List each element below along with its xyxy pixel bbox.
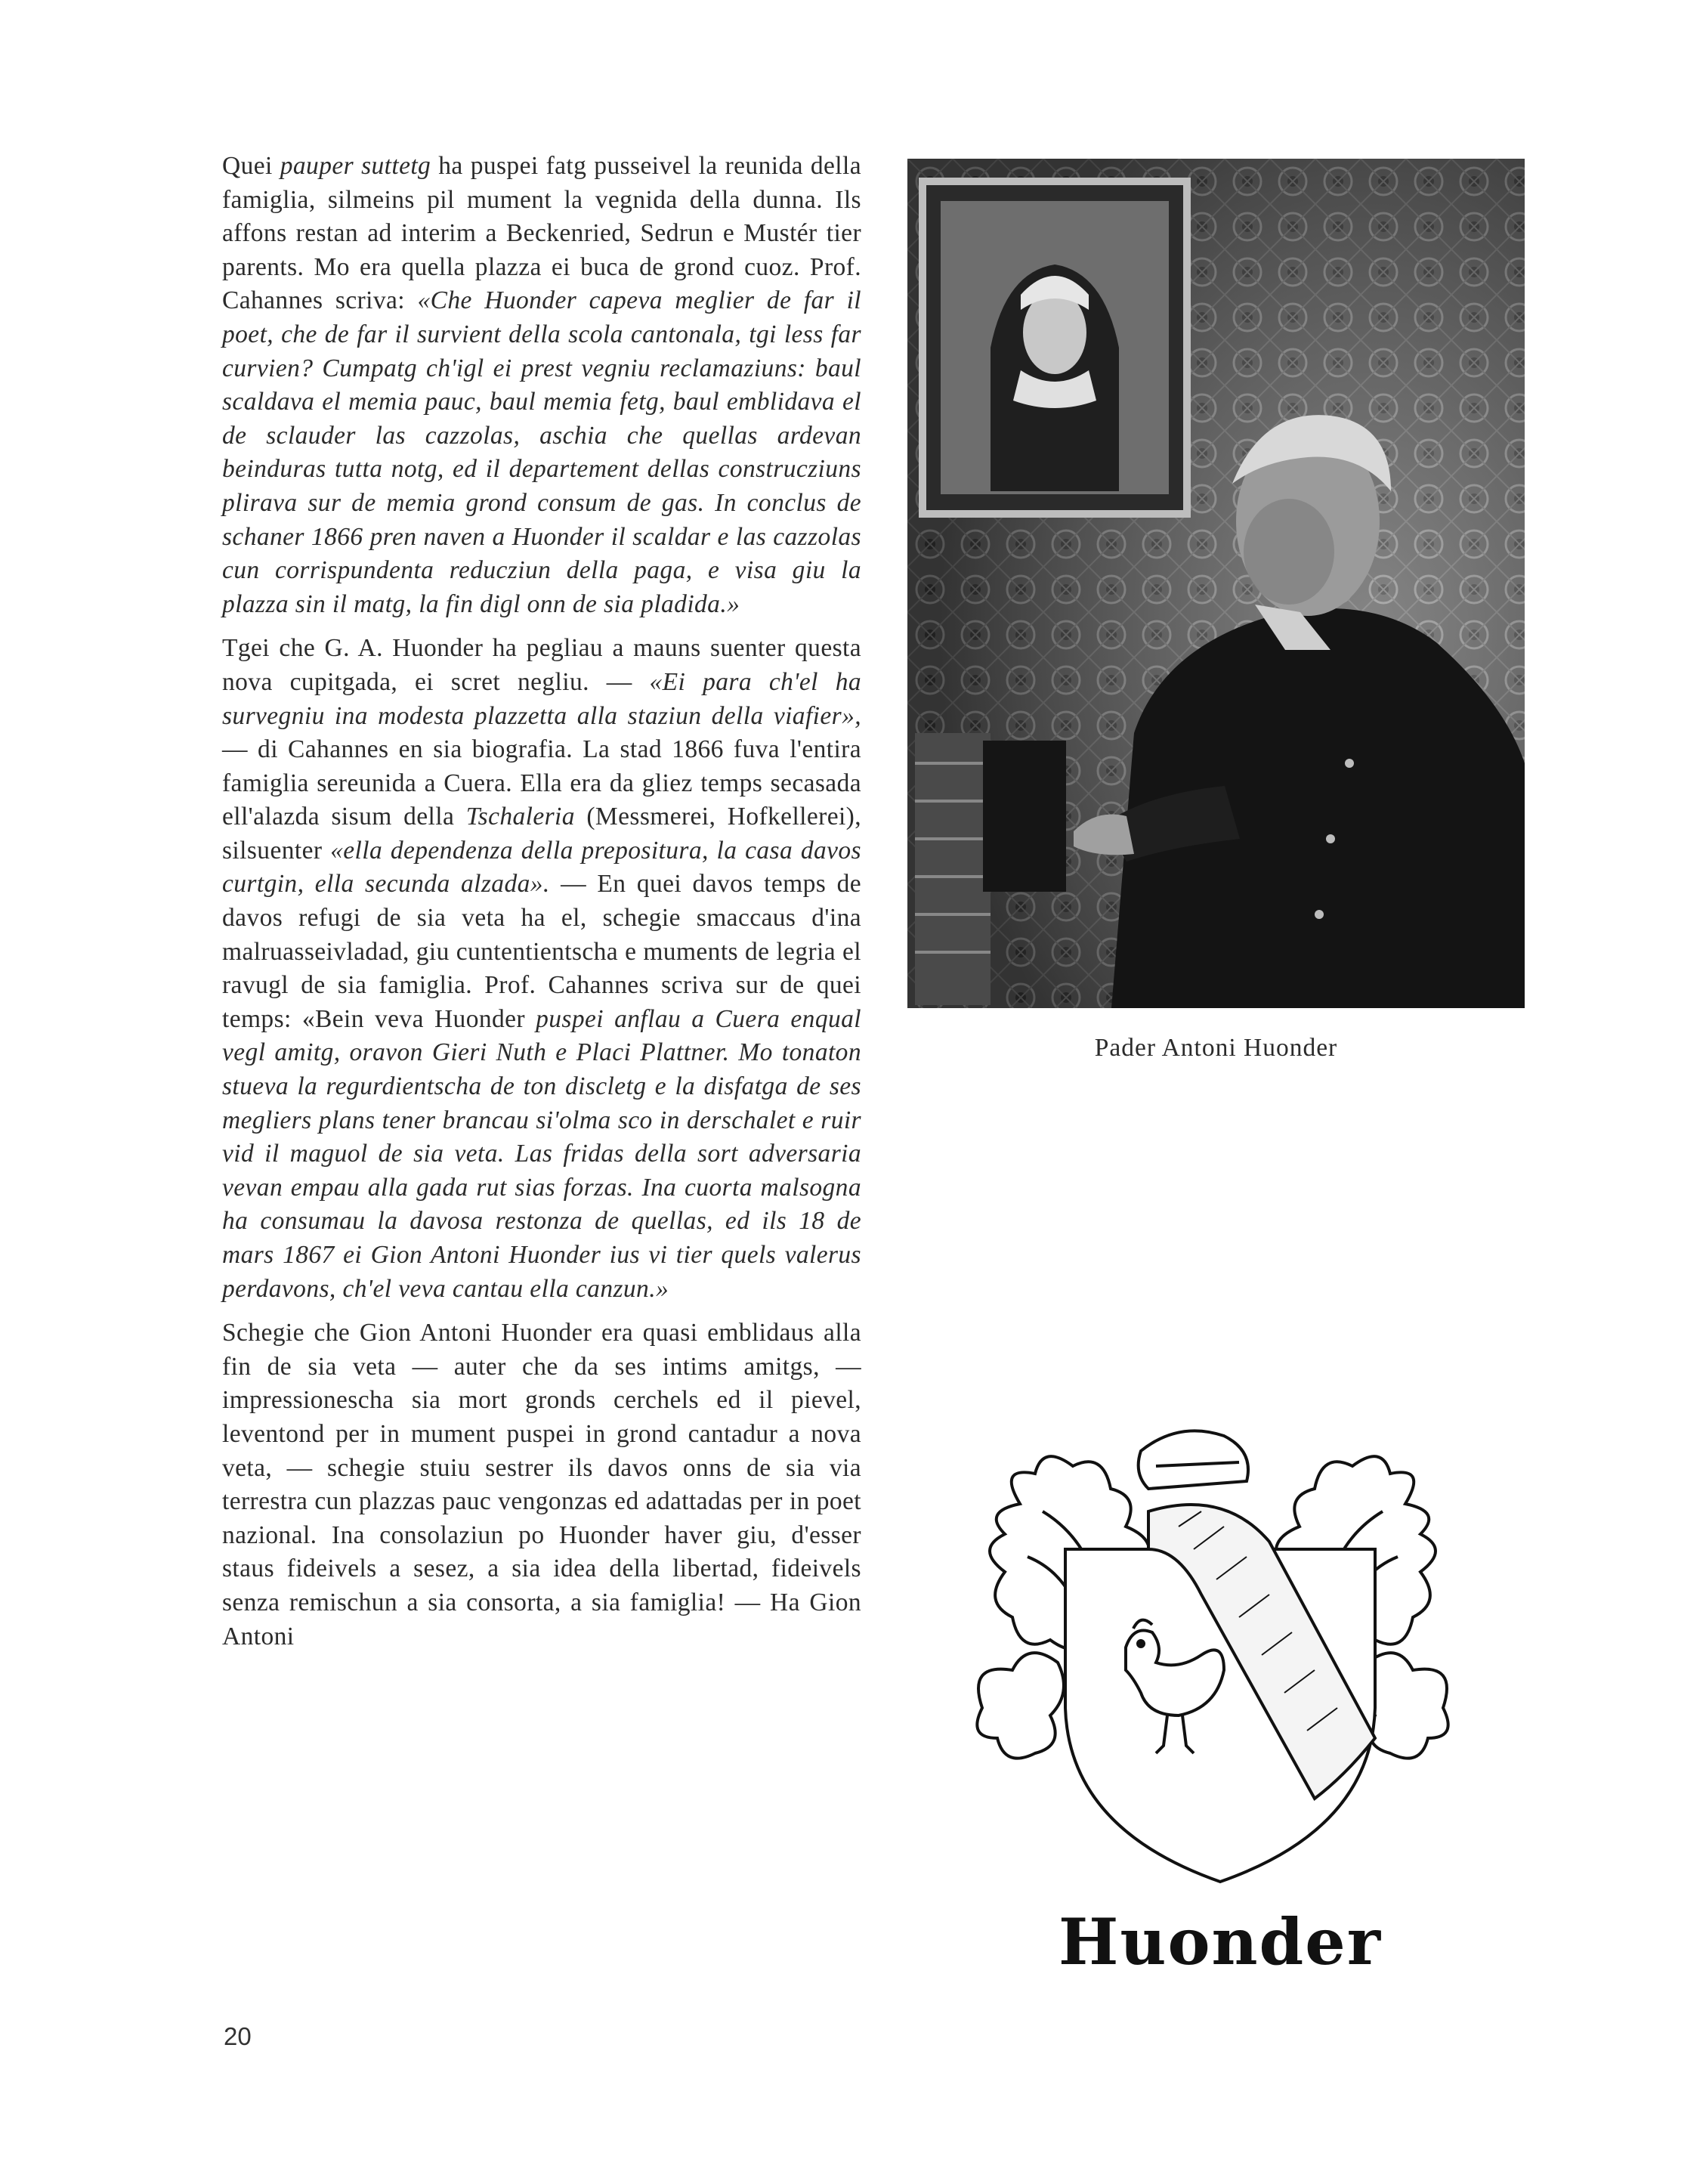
paragraph-2-quote-h: puspei anflau a Cuera enqual vegl amitg, oravon Gieri Nuth e Placi Plattner. Mo tonaton stueva la regurdientscha de ton discletg e la disfatga de ses megliers plans tener brancau si'olma sco in derschalet e ruir vid il maguol de sia veta. Las fridas della sort adversaria vevan empau alla gada rut sias forzas. Ina cuorta malsogna ha consumau la davosa restonza de quellas, ed ils 18 de mars 1867 ei Gion Antoni Huonder ius vi tier quels valerus perdavons, ch'el veva cantau ella canzun.» (222, 1004, 861, 1303)
body-text-column (222, 150, 861, 1664)
paragraph-1-part-a: Quei (222, 152, 280, 180)
paragraph-2-quote-a: «Ei para ch'el ha survegniu ina modesta plazzetta alla staziun della viafier», (222, 667, 861, 730)
page-number: 20 (224, 2022, 252, 2050)
paragraph-2-part-c: — di Cahannes en sia biografia. La stad 1866 fuva l'entira famiglia sereunida a Cuera. Ella era da gliez temps secasada ell'alazda sisum della (222, 735, 861, 831)
coat-of-arms (952, 1421, 1473, 1897)
paragraph-1-part-c: ha puspei fatg pusseivel la reunida della famiglia, silmeins pil mument la vegnida della dunna. Ils affons restan ad interim a Beckenried, Sedrun e Mustér tier parents. Mo era quella plazza ei buca de grond cuoz. Prof. Cahannes scriva: (222, 152, 861, 315)
paragraph-3: Schegie che Gion Antoni Huonder era quasi emblidaus alla fin de sia veta — auter che da ses intims amitgs, — impressionescha sia mort gronds cerchels ed il pievel, leventond per in mument puspei in grond cantadur a nova veta, — schegie stuiu sestrer ils davos onns de sia via terrestra cun plazzas pauc vengonzas ed adattadas per in poet nazional. Ina consolaziun po Huonder haver giu, d'esser staus fideivels a sesez, a sia idea della libertad, fideivels senza remischun a sia consorta, a sia famiglia! — Ha Gion Antoni (222, 1319, 861, 1650)
family-name-label: Huonder (1059, 1904, 1382, 1979)
paragraph-1-italic-a: pauper suttetg (280, 152, 431, 180)
portrait-photo (907, 159, 1525, 1008)
paragraph-2-part-g: — En quei davos temps de davos refugi de sia veta ha el, schegie smaccaus d'ina malruasseivladad, giu cuntentientscha e muments de legria el ravugl de sia famiglia. Prof. Cahannes scriva sur de quei temps: «Bein veva Huonder (222, 870, 861, 1033)
paragraph-2-italic-d: Tschaleria (465, 803, 575, 831)
paragraph-1-quote: «Che Huonder capeva meglier de far il poet, che de far il survient della scola cantonala, tgi less far curvien? Cumpatg ch'igl ei prest vegniu reclamaziuns: baul scaldava el memia pauc, baul memia fetg, baul emblidava el de sclauder las cazzolas, aschia che quellas ardevan beinduras tutta notg, ed il departement dellas construcziuns plirava sur de memia grond consum de gas. In conclus de schaner 1866 pren naven a Huonder il scaldar e las cazzolas cun corrispundenta reducziun della paga, e visa giu la plazza sin il matg, la fin digl onn de sia pladida.» (222, 286, 861, 618)
paragraph-2-part-e: (Messmerei, Hofkellerei), silsuenter (222, 803, 861, 865)
paragraph-1 (222, 150, 861, 621)
paragraph-2 (222, 632, 861, 1306)
photo-caption: Pader Antoni Huonder (1094, 1034, 1338, 1062)
paragraph-2-part-a: Tgei che G. A. Huonder ha pegliau a mauns suenter questa nova cupitgada, ei scret negliu. — (222, 634, 861, 696)
paragraph-2-quote-f: «ella dependenza della prepositura, la casa davos curtgin, ella secunda alzada». (222, 836, 861, 899)
